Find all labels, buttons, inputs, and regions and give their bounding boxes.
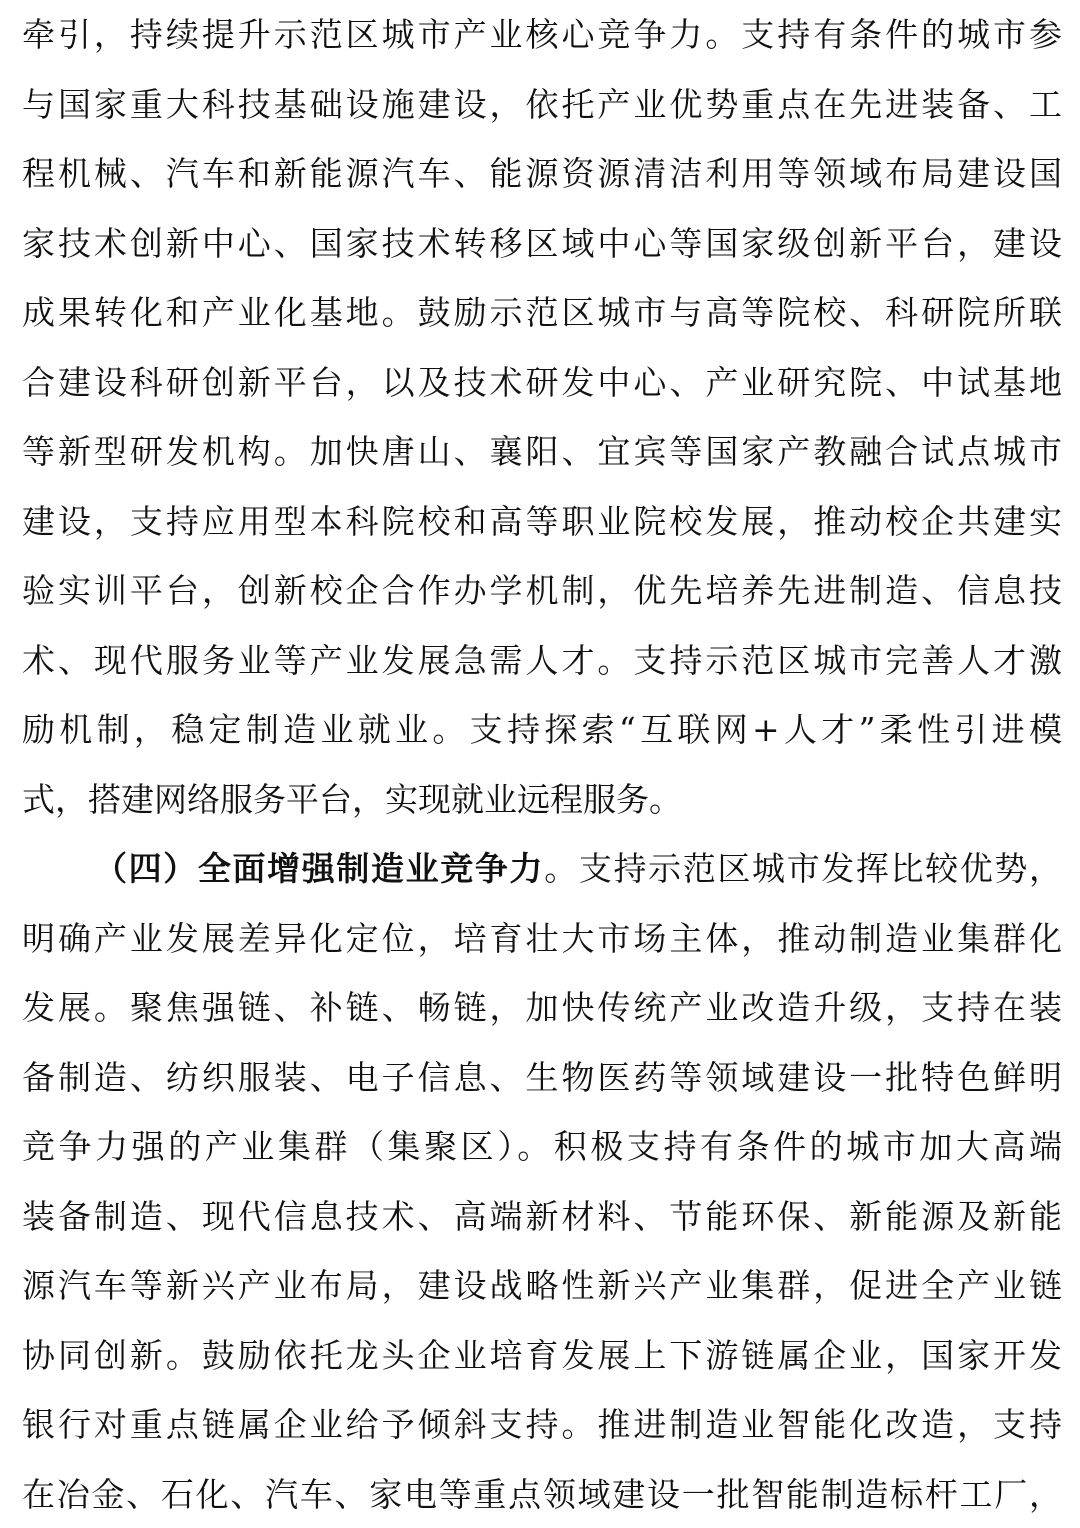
text-line: 银行对重点链属企业给予倾斜支持。推进制造业智能化改造，支持 [22, 1405, 1062, 1444]
text-line: 竞争力强的产业集群（集聚区）。积极支持有条件的城市加大高端 [22, 1127, 1062, 1166]
text-line: 发展。聚焦强链、补链、畅链，加快传统产业改造升级，支持在装 [22, 988, 1062, 1027]
text-line: 备制造、纺织服装、电子信息、生物医药等领域建设一批特色鲜明 [22, 1057, 1062, 1097]
text-line: 装备制造、现代信息技术、高端新材料、节能环保、新能源及新能 [22, 1196, 1062, 1236]
text-line: 成果转化和产业化基地。鼓励示范区城市与高等院校、科研院所联 [22, 293, 1062, 332]
text-line: 励机制，稳定制造业就业。支持探索“互联网+人才”柔性引进模 [22, 710, 1062, 749]
text-line: 程机械、汽车和新能源汽车、能源资源清洁利用等领域布局建设国 [22, 154, 1062, 193]
text-line: 家技术创新中心、国家技术转移区域中心等国家级创新平台，建设 [22, 223, 1062, 263]
text-line: 式，搭建网络服务平台，实现就业远程服务。 [22, 779, 682, 819]
text-line: 等新型研发机构。加快唐山、襄阳、宜宾等国家产教融合试点城市 [22, 432, 1062, 471]
text-line: 建设，支持应用型本科院校和高等职业院校发展，推动校企共建实 [22, 501, 1062, 541]
section-four-heading: （四）全面增强制造业竞争力 [94, 849, 545, 888]
section-four-first-line [22, 834, 1062, 904]
text-line: 牵引，持续提升示范区城市产业核心竞争力。支持有条件的城市参 [22, 15, 1062, 54]
text-line: 合建设科研创新平台，以及技术研发中心、产业研究院、中试基地 [22, 362, 1062, 402]
document-body [22, 0, 1062, 1528]
text-line: 与国家重大科技基础设施建设，依托产业优势重点在先进装备、工 [22, 84, 1062, 124]
text-line: 明确产业发展差异化定位，培育壮大市场主体，推动制造业集群化 [22, 918, 1062, 958]
text-line: 术、现代服务业等产业发展急需人才。支持示范区城市完善人才激 [22, 640, 1062, 680]
text-line: 在冶金、石化、汽车、家电等重点领域建设一批智能制造标杆工厂， [22, 1474, 1062, 1514]
text-line: 协同创新。鼓励依托龙头企业培育发展上下游链属企业，国家开发 [22, 1335, 1062, 1375]
text-line: 验实训平台，创新校企合作办学机制，优先培养先进制造、信息技 [22, 571, 1062, 610]
text-line: 源汽车等新兴产业布局，建设战略性新兴产业集群，促进全产业链 [22, 1266, 1062, 1305]
section-four-first-line-rest: 。支持示范区城市发挥比较优势， [544, 849, 1063, 888]
